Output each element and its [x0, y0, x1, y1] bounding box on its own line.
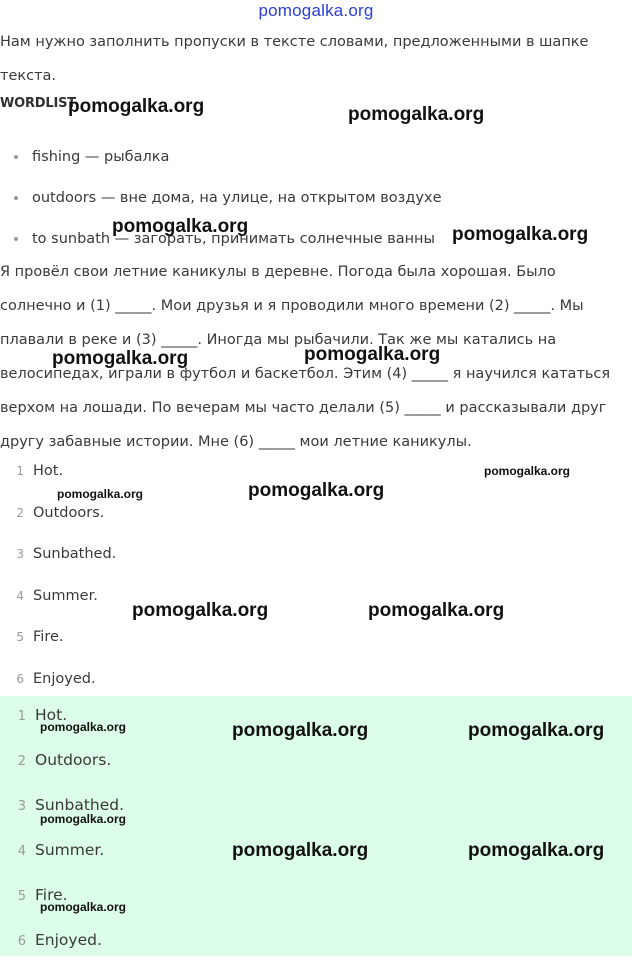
answer-number: 4	[17, 844, 26, 859]
answer-text: Hot.	[35, 706, 68, 724]
answer-number: 2	[16, 505, 24, 520]
intro-line: текста.	[0, 68, 57, 84]
answer-number: 6	[16, 671, 24, 686]
story-line: плавали в реке и (3) _____. Иногда мы рыбачили. Так же мы катались на	[0, 332, 557, 348]
answer-text: Outdoors.	[35, 751, 112, 769]
watermark: pomogalka.org	[112, 216, 249, 237]
story-line: солнечно и (1) _____. Мои друзья и я проводили много времени (2) _____. Мы	[0, 298, 584, 314]
answer-item	[0, 745, 632, 790]
watermark: pomogalka.org	[452, 224, 589, 245]
task-intro	[0, 25, 632, 93]
watermark: pomogalka.org	[68, 96, 205, 117]
answer-text: Sunbathed.	[33, 546, 117, 563]
bullet-icon	[14, 155, 18, 159]
watermark: pomogalka.org	[132, 600, 269, 621]
watermark: pomogalka.org	[484, 464, 571, 478]
answer-item	[0, 581, 632, 623]
story-line: верхом на лошади. По вечерам мы часто делали (5) _____ и рассказывали друг	[0, 400, 607, 416]
watermark: pomogalka.org	[232, 720, 369, 741]
answer-text: Fire.	[35, 886, 68, 904]
answer-text: Outdoors.	[33, 504, 105, 521]
answer-number: 1	[17, 709, 26, 724]
answer-number: 1	[16, 464, 24, 478]
watermark: pomogalka.org	[40, 720, 127, 734]
watermark: pomogalka.org	[348, 104, 485, 125]
wordlist-item: to sunbath — загорать, принимать солнечные ванны	[14, 222, 441, 263]
answer-item	[0, 498, 632, 540]
watermark: pomogalka.org	[57, 487, 144, 501]
answer-text: Summer.	[33, 587, 98, 604]
watermark: pomogalka.org	[248, 480, 385, 501]
story-line: велосипедах, играли в футбол и баскетбол. Этим (4) _____ я научился кататься	[0, 366, 611, 382]
answer-text: Fire.	[33, 629, 64, 646]
story-line: Я провёл свои летние каникулы в деревне. Погода была хорошая. Было	[0, 264, 556, 280]
watermark: pomogalka.org	[368, 600, 505, 621]
bullet-icon	[14, 237, 18, 241]
watermark: pomogalka.org	[468, 840, 605, 861]
answer-text: Summer.	[35, 841, 105, 859]
answer-item	[0, 622, 632, 664]
answer-item	[0, 539, 632, 581]
answer-text: Sunbathed.	[35, 796, 125, 814]
answer-text: Hot.	[33, 463, 64, 479]
answer-number: 5	[17, 889, 26, 904]
answer-number: 4	[16, 588, 24, 603]
bullet-icon	[14, 196, 18, 200]
watermark: pomogalka.org	[304, 344, 441, 365]
watermark: pomogalka.org	[52, 348, 189, 369]
wordlist-item: outdoors — вне дома, на улице, на открытом воздухе	[14, 181, 441, 222]
wordlist-heading: WORDLIST	[0, 96, 76, 111]
answer-item	[0, 925, 632, 970]
wordlist-items	[14, 140, 441, 263]
answer-number: 3	[16, 547, 24, 562]
intro-line: Нам нужно заполнить пропуски в тексте словами, предложенными в шапке	[0, 34, 589, 50]
wordlist-item: fishing — рыбалка	[14, 140, 441, 181]
watermark: pomogalka.org	[232, 840, 369, 861]
story-line: другу забавные истории. Мне (6) _____ мои летние каникулы.	[0, 434, 472, 450]
answer-number: 5	[16, 630, 24, 645]
watermark: pomogalka.org	[40, 812, 127, 826]
answer-number: 2	[17, 754, 26, 769]
answer-text: Enjoyed.	[33, 670, 96, 687]
watermark: pomogalka.org	[40, 900, 127, 914]
watermark: pomogalka.org	[468, 720, 605, 741]
site-logo: pomogalka.org	[258, 1, 374, 20]
answer-text: Enjoyed.	[35, 931, 102, 949]
answer-number: 6	[17, 934, 26, 949]
answer-number: 3	[17, 799, 26, 814]
